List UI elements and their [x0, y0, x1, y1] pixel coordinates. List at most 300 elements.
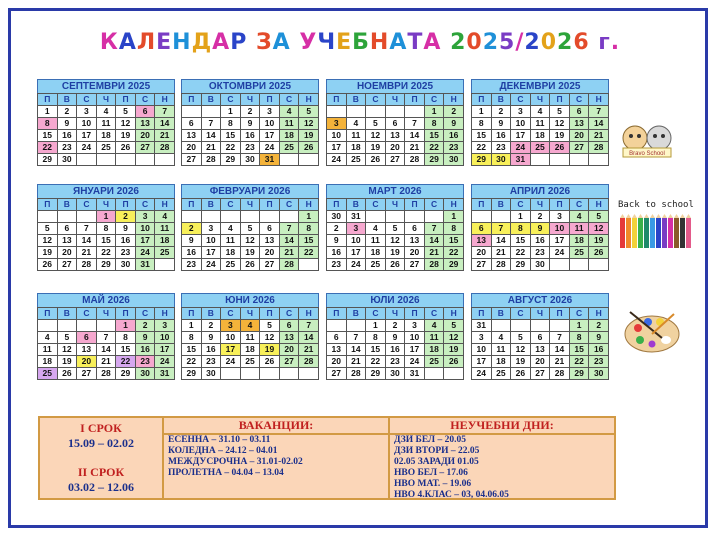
- weekday-header: С: [221, 94, 241, 106]
- weekday-header: С: [279, 199, 299, 211]
- day-cell: 30: [135, 368, 155, 380]
- day-cell: 31: [155, 368, 175, 380]
- day-cell: 22: [424, 142, 444, 154]
- day-cell: 23: [327, 259, 347, 271]
- day-cell: 30: [327, 211, 347, 223]
- day-cell: [77, 320, 97, 332]
- month-calendar: [181, 293, 319, 380]
- weekday-header: С: [77, 94, 97, 106]
- weekday-header: В: [201, 94, 221, 106]
- day-cell: 4: [221, 223, 241, 235]
- day-cell: 25: [424, 356, 444, 368]
- day-cell: 17: [155, 344, 175, 356]
- day-cell: 15: [444, 235, 464, 247]
- day-cell: 5: [260, 320, 280, 332]
- day-cell: 5: [444, 320, 464, 332]
- day-cell: 9: [57, 118, 77, 130]
- info-line: ЕСЕННА – 31.10 – 03.11: [168, 435, 271, 445]
- day-cell: 21: [77, 247, 97, 259]
- title-letter: Н: [172, 30, 192, 55]
- day-cell: 5: [57, 332, 77, 344]
- day-cell: 13: [57, 235, 77, 247]
- info-line: НВО 4.КЛАС – 03, 04.06.05: [394, 490, 509, 500]
- weekday-header: Н: [444, 308, 464, 320]
- month-name: МАРТ 2026: [326, 184, 464, 198]
- weekday-header: В: [346, 94, 366, 106]
- title-letter: [441, 30, 450, 55]
- day-cell: 3: [405, 320, 425, 332]
- day-cell: 13: [279, 332, 299, 344]
- day-cell: 4: [366, 223, 386, 235]
- month-calendar: [471, 79, 609, 166]
- day-cell: 12: [385, 235, 405, 247]
- day-cell: 31: [511, 154, 531, 166]
- day-cell: 30: [201, 368, 221, 380]
- weekday-header: Ч: [240, 308, 260, 320]
- day-cell: 11: [569, 223, 589, 235]
- day-cell: 10: [472, 344, 492, 356]
- day-cell: 6: [279, 320, 299, 332]
- day-cell: 23: [240, 142, 260, 154]
- day-cell: 28: [589, 142, 609, 154]
- day-cell: 14: [96, 344, 116, 356]
- day-cell: 12: [511, 344, 531, 356]
- day-cell: 9: [385, 332, 405, 344]
- pencil: [662, 218, 667, 248]
- day-cell: 21: [491, 247, 511, 259]
- day-cell: 19: [116, 130, 136, 142]
- weekday-header: Н: [299, 308, 319, 320]
- month-name: ЮНИ 2026: [181, 293, 319, 307]
- day-cell: [385, 211, 405, 223]
- day-cell: [96, 154, 116, 166]
- weekday-header: С: [366, 94, 386, 106]
- day-cell: 6: [385, 118, 405, 130]
- day-cell: 21: [155, 130, 175, 142]
- day-cell: 3: [201, 223, 221, 235]
- weekday-header: Ч: [530, 94, 550, 106]
- day-cell: 16: [589, 344, 609, 356]
- pencils-icon: [618, 214, 696, 250]
- day-cell: 29: [96, 259, 116, 271]
- svg-text:Bravo School: Bravo School: [629, 151, 665, 157]
- day-cell: 15: [116, 344, 136, 356]
- day-cell: 18: [569, 235, 589, 247]
- day-cell: 3: [327, 118, 347, 130]
- day-cell: 7: [550, 332, 570, 344]
- day-cell: 29: [472, 154, 492, 166]
- pencil-tip: [686, 214, 691, 218]
- weekday-header: Н: [155, 308, 175, 320]
- weekday-header: П: [327, 94, 347, 106]
- title-letter: .: [610, 30, 621, 55]
- day-cell: 1: [366, 320, 386, 332]
- day-cell: [405, 106, 425, 118]
- day-cell: 9: [116, 223, 136, 235]
- day-cell: 29: [366, 368, 386, 380]
- vacations-header: ВАКАНЦИИ:: [164, 418, 388, 435]
- pencil: [656, 218, 661, 248]
- day-cell: 14: [77, 235, 97, 247]
- day-cell: 14: [279, 235, 299, 247]
- month-name: ДЕКЕМВРИ 2025: [471, 79, 609, 93]
- day-cell: 22: [96, 247, 116, 259]
- back-to-school-text: Back to school: [618, 200, 694, 210]
- day-cell: 28: [299, 356, 319, 368]
- day-cell: [589, 259, 609, 271]
- day-cell: 14: [424, 235, 444, 247]
- month-name: ЯНУАРИ 2026: [37, 184, 175, 198]
- weekday-header: Н: [444, 94, 464, 106]
- day-cell: 19: [366, 142, 386, 154]
- day-cell: 8: [366, 332, 386, 344]
- day-cell: 30: [385, 368, 405, 380]
- day-cell: 7: [405, 118, 425, 130]
- day-cell: 27: [405, 259, 425, 271]
- day-cell: 25: [279, 142, 299, 154]
- day-cell: [299, 154, 319, 166]
- day-cell: 10: [346, 235, 366, 247]
- day-cell: 8: [444, 223, 464, 235]
- day-cell: 2: [240, 106, 260, 118]
- day-cell: 6: [530, 332, 550, 344]
- day-cell: [155, 259, 175, 271]
- title-letter: Л: [136, 30, 157, 55]
- day-cell: 26: [38, 259, 58, 271]
- weekday-header: С: [424, 308, 444, 320]
- day-cell: 21: [550, 356, 570, 368]
- title-letter: 2: [482, 30, 500, 55]
- day-cell: 8: [116, 332, 136, 344]
- day-cell: 7: [491, 223, 511, 235]
- day-cell: 18: [424, 344, 444, 356]
- title-letter: К: [99, 30, 119, 55]
- weekday-header: С: [135, 308, 155, 320]
- weekday-header: С: [77, 199, 97, 211]
- day-cell: 24: [327, 154, 347, 166]
- day-cell: 15: [511, 235, 531, 247]
- day-cell: 22: [444, 247, 464, 259]
- day-cell: 5: [511, 332, 531, 344]
- day-cell: 4: [530, 106, 550, 118]
- day-cell: 12: [366, 130, 386, 142]
- title-letter: [247, 30, 256, 55]
- day-cell: 11: [240, 332, 260, 344]
- title-letter: 6: [573, 30, 590, 55]
- day-cell: 1: [38, 106, 58, 118]
- title-letter: Т: [407, 30, 424, 55]
- day-cell: 14: [346, 344, 366, 356]
- info-line: ДЗИ БЕЛ – 20.05: [394, 435, 466, 445]
- day-cell: 4: [240, 320, 260, 332]
- day-cell: 7: [201, 118, 221, 130]
- day-cell: [530, 320, 550, 332]
- month-calendar: [181, 79, 319, 166]
- day-cell: 21: [405, 142, 425, 154]
- day-cell: 11: [366, 235, 386, 247]
- day-cell: 27: [77, 368, 97, 380]
- palette-icon: [622, 308, 682, 354]
- day-cell: 23: [135, 356, 155, 368]
- month-calendar: [471, 184, 609, 271]
- day-cell: 27: [327, 368, 347, 380]
- pencil-tip: [626, 214, 631, 218]
- day-cell: 28: [491, 259, 511, 271]
- weekday-header: В: [57, 199, 77, 211]
- day-cell: 11: [491, 344, 511, 356]
- weekday-header: П: [182, 94, 202, 106]
- day-cell: 8: [424, 118, 444, 130]
- weekday-header: Ч: [385, 199, 405, 211]
- day-cell: 28: [424, 259, 444, 271]
- weekday-header: В: [491, 199, 511, 211]
- pencil: [632, 218, 637, 248]
- day-cell: [366, 106, 386, 118]
- day-cell: 13: [569, 118, 589, 130]
- day-cell: [346, 106, 366, 118]
- day-cell: [279, 368, 299, 380]
- day-cell: [155, 154, 175, 166]
- weekday-header: П: [182, 199, 202, 211]
- month-name: МАЙ 2026: [37, 293, 175, 307]
- day-cell: 19: [240, 247, 260, 259]
- day-cell: [221, 368, 241, 380]
- day-cell: 14: [405, 130, 425, 142]
- day-cell: 22: [472, 142, 492, 154]
- day-cell: 3: [155, 320, 175, 332]
- day-cell: 11: [38, 344, 58, 356]
- pencil-tip: [662, 214, 667, 218]
- weekday-header: В: [201, 199, 221, 211]
- day-cell: 6: [135, 106, 155, 118]
- title-letter: А: [423, 30, 442, 55]
- day-cell: 26: [366, 154, 386, 166]
- title-letter: г: [598, 30, 611, 55]
- day-cell: 27: [57, 259, 77, 271]
- day-cell: 10: [201, 235, 221, 247]
- day-cell: 10: [327, 130, 347, 142]
- day-cell: 27: [530, 368, 550, 380]
- title-letter: Н: [369, 30, 390, 55]
- day-cell: 30: [240, 154, 260, 166]
- day-cell: 14: [201, 130, 221, 142]
- day-cell: 19: [589, 235, 609, 247]
- info-box: [38, 416, 616, 500]
- day-cell: 18: [96, 130, 116, 142]
- day-cell: 28: [77, 259, 97, 271]
- weekday-header: П: [182, 308, 202, 320]
- day-cell: [424, 211, 444, 223]
- term1-label: I СРОК: [80, 421, 122, 435]
- day-cell: [327, 106, 347, 118]
- day-cell: 23: [57, 142, 77, 154]
- day-cell: 14: [550, 344, 570, 356]
- day-cell: 28: [201, 154, 221, 166]
- weekday-header: П: [327, 199, 347, 211]
- weekday-header: П: [116, 199, 136, 211]
- day-cell: 4: [569, 211, 589, 223]
- weekday-header: С: [135, 94, 155, 106]
- day-cell: 4: [38, 332, 58, 344]
- day-cell: 20: [405, 247, 425, 259]
- day-cell: 31: [346, 211, 366, 223]
- day-cell: 7: [589, 106, 609, 118]
- weekday-header: Ч: [96, 94, 116, 106]
- day-cell: 4: [346, 118, 366, 130]
- day-cell: 10: [135, 223, 155, 235]
- weekday-header: П: [550, 308, 570, 320]
- day-cell: 13: [472, 235, 492, 247]
- day-cell: 30: [57, 154, 77, 166]
- day-cell: 24: [550, 247, 570, 259]
- day-cell: 20: [472, 247, 492, 259]
- day-cell: 19: [260, 344, 280, 356]
- weekday-header: С: [511, 308, 531, 320]
- weekday-header: Ч: [96, 308, 116, 320]
- day-cell: [366, 211, 386, 223]
- day-cell: [550, 259, 570, 271]
- day-cell: 6: [182, 118, 202, 130]
- weekday-header: Н: [155, 199, 175, 211]
- month-calendar: [37, 184, 175, 271]
- pencil: [686, 218, 691, 248]
- day-cell: 21: [279, 247, 299, 259]
- day-cell: [385, 106, 405, 118]
- day-cell: 3: [511, 106, 531, 118]
- weekday-header: С: [511, 94, 531, 106]
- day-cell: 5: [38, 223, 58, 235]
- day-cell: 11: [346, 130, 366, 142]
- day-cell: 30: [444, 154, 464, 166]
- day-cell: 26: [385, 259, 405, 271]
- day-cell: 21: [346, 356, 366, 368]
- title-letter: Р: [230, 30, 248, 55]
- weekday-header: В: [491, 308, 511, 320]
- day-cell: 16: [385, 344, 405, 356]
- pencil-tip: [638, 214, 643, 218]
- day-cell: [550, 320, 570, 332]
- weekday-header: С: [279, 308, 299, 320]
- day-cell: [569, 259, 589, 271]
- day-cell: 26: [511, 368, 531, 380]
- day-cell: 13: [260, 235, 280, 247]
- weekday-header: П: [116, 308, 136, 320]
- day-cell: [550, 154, 570, 166]
- day-cell: 14: [491, 235, 511, 247]
- day-cell: 9: [240, 118, 260, 130]
- day-cell: 2: [385, 320, 405, 332]
- day-cell: [260, 211, 280, 223]
- day-cell: 1: [299, 211, 319, 223]
- day-cell: 24: [405, 356, 425, 368]
- pencil: [680, 218, 685, 248]
- day-cell: 29: [116, 368, 136, 380]
- month-calendar: [326, 293, 464, 380]
- day-cell: 2: [491, 106, 511, 118]
- weekday-header: С: [77, 308, 97, 320]
- day-cell: 4: [155, 211, 175, 223]
- day-cell: 1: [116, 320, 136, 332]
- day-cell: 27: [472, 259, 492, 271]
- palette-illustration: [622, 308, 682, 359]
- day-cell: 11: [96, 118, 116, 130]
- day-cell: 29: [569, 368, 589, 380]
- day-cell: 16: [327, 247, 347, 259]
- vacations-column: [164, 418, 390, 498]
- weekday-header: С: [221, 308, 241, 320]
- month-name: ЮЛИ 2026: [326, 293, 464, 307]
- day-cell: 12: [299, 118, 319, 130]
- day-cell: [346, 320, 366, 332]
- day-cell: 14: [155, 118, 175, 130]
- day-cell: 1: [472, 106, 492, 118]
- month-name: АПРИЛ 2026: [471, 184, 609, 198]
- month-name: АВГУСТ 2026: [471, 293, 609, 307]
- day-cell: 2: [327, 223, 347, 235]
- day-cell: 25: [155, 247, 175, 259]
- day-cell: [57, 320, 77, 332]
- weekday-header: П: [327, 308, 347, 320]
- day-cell: 1: [569, 320, 589, 332]
- day-cell: 24: [221, 356, 241, 368]
- day-cell: 17: [327, 142, 347, 154]
- day-cell: 31: [135, 259, 155, 271]
- cats-illustration: [617, 110, 677, 160]
- weekday-header: Н: [299, 199, 319, 211]
- day-cell: 15: [569, 344, 589, 356]
- weekday-header: П: [260, 308, 280, 320]
- day-cell: 17: [221, 344, 241, 356]
- day-cell: 15: [366, 344, 386, 356]
- title-letter: З: [256, 30, 273, 55]
- day-cell: [530, 154, 550, 166]
- day-cell: 20: [327, 356, 347, 368]
- page-title: [0, 30, 720, 55]
- day-cell: 20: [569, 130, 589, 142]
- day-cell: 25: [96, 142, 116, 154]
- info-line: ДЗИ ВТОРИ – 22.05: [394, 446, 480, 456]
- day-cell: 7: [424, 223, 444, 235]
- day-cell: 4: [491, 332, 511, 344]
- weekday-header: П: [472, 94, 492, 106]
- day-cell: 1: [444, 211, 464, 223]
- day-cell: 3: [346, 223, 366, 235]
- weekday-header: С: [135, 199, 155, 211]
- day-cell: 26: [299, 142, 319, 154]
- day-cell: 8: [38, 118, 58, 130]
- day-cell: [444, 368, 464, 380]
- day-cell: 4: [279, 106, 299, 118]
- day-cell: 7: [279, 223, 299, 235]
- weekday-header: Н: [444, 199, 464, 211]
- day-cell: 1: [221, 106, 241, 118]
- weekday-header: П: [550, 199, 570, 211]
- day-cell: 7: [155, 106, 175, 118]
- day-cell: [77, 211, 97, 223]
- weekday-header: В: [201, 308, 221, 320]
- weekday-header: С: [366, 199, 386, 211]
- day-cell: [279, 154, 299, 166]
- day-cell: 24: [260, 142, 280, 154]
- day-cell: 22: [38, 142, 58, 154]
- title-letter: Б: [352, 30, 370, 55]
- day-cell: 12: [57, 344, 77, 356]
- title-letter: [590, 30, 599, 55]
- day-cell: 20: [260, 247, 280, 259]
- day-cell: 7: [77, 223, 97, 235]
- day-cell: 26: [116, 142, 136, 154]
- weekday-header: С: [569, 94, 589, 106]
